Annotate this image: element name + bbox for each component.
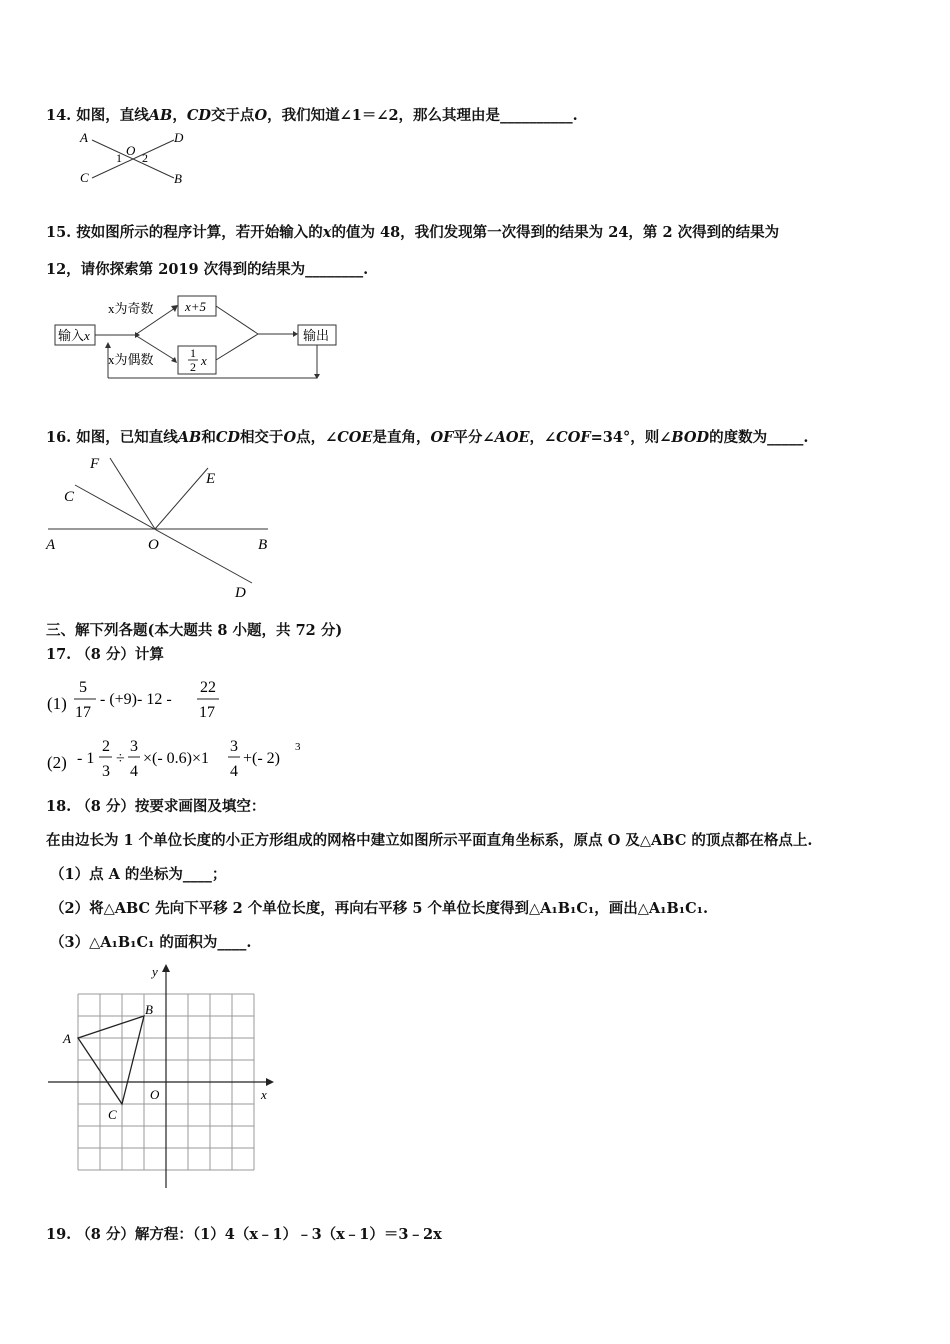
flow-half-x: x: [201, 353, 207, 368]
q15-flowchart: [50, 290, 350, 390]
q16-label-e: E: [206, 471, 216, 487]
q17-p2-exp: 3: [295, 741, 301, 753]
q16-label-f: F: [90, 456, 100, 472]
q14-label-d: D: [174, 130, 184, 145]
q16-label-c: C: [64, 489, 75, 505]
q14-label-a: A: [80, 130, 88, 145]
q16-label-a: A: [46, 537, 56, 553]
flow-output-label: 输出: [303, 328, 330, 343]
flow-even-label: x为偶数: [108, 352, 154, 367]
q18-label-o: O: [150, 1087, 160, 1102]
q16-label-o: O: [148, 537, 159, 553]
q18-subq-1: （1）点 A 的坐标为____；: [50, 866, 227, 883]
q16-figure: [40, 450, 280, 605]
q19-title: 19. （8 分）解方程：（1）4（x﹣1）﹣3（x﹣1）＝3﹣2x: [46, 1226, 442, 1243]
flow-half-den: 2: [190, 360, 196, 374]
q17-title: 17. （8 分）计算: [46, 646, 164, 663]
q17-p2-c: +(- 2): [243, 750, 281, 767]
q17-p2-f1-num: 2: [102, 738, 110, 755]
q17-p2-div: ÷: [116, 750, 125, 767]
q17-p1-f1-num: 5: [79, 679, 87, 696]
section-3-heading: 三、解下列各题(本大题共 8 小题，共 72 分): [46, 622, 343, 639]
q15-line2: 12，请你探索第 2019 次得到的结果为________.: [46, 261, 369, 278]
line-cd-16: [75, 485, 252, 583]
q17-p2-b: ×(- 0.6)×1: [143, 750, 210, 767]
ray-of: [110, 458, 155, 529]
q14-label-c: C: [80, 170, 89, 185]
ray-oe: [155, 468, 208, 529]
q14-text: 14. 如图，直线AB，CD交于点O，我们知道∠1＝∠2，那么其理由是__________.: [46, 107, 578, 124]
q18-subq-3: （3）△A₁B₁C₁ 的面积为____.: [50, 934, 252, 951]
q17-p2-f3-den: 4: [230, 763, 238, 780]
q17-p1-mid: - (+9)- 12 -: [100, 691, 172, 708]
q18-description: 在由边长为 1 个单位长度的小正方形组成的网格中建立如图所示平面直角坐标系，原点 O 及△ABC 的顶点都在格点上.: [46, 832, 813, 849]
q17-p2-f2-den: 4: [130, 763, 138, 780]
q18-label-a: A: [63, 1031, 71, 1046]
q18-title: 18. （8 分）按要求画图及填空：: [46, 798, 266, 815]
q16-label-b: B: [258, 537, 268, 553]
q17-part2: [44, 731, 324, 783]
q18-subq-2: （2）将△ABC 先向下平移 2 个单位长度，再向右平移 5 个单位长度得到△A₁B₁C₁，画出△A₁B₁C₁.: [50, 900, 709, 917]
q18-label-b: B: [145, 1002, 153, 1017]
flow-input-label: 输入x: [58, 328, 90, 343]
q18-label-c: C: [108, 1107, 117, 1122]
q14-angle-1: 1: [116, 151, 122, 165]
q17-part1: [44, 672, 284, 724]
q17-p1-f1-den: 17: [75, 704, 91, 721]
q17-p1-f2-num: 22: [200, 679, 216, 696]
flow-odd-label: x为奇数: [108, 301, 154, 316]
q17-p2-label: (2): [47, 753, 67, 772]
q17-p2-f1-den: 3: [102, 763, 110, 780]
q17-p1-f2-den: 17: [199, 704, 215, 721]
q16-text: 16. 如图，已知直线AB和CD相交于O点，∠COE是直角，OF平分∠AOE，∠COF=34°，则∠BOD的度数为_____.: [46, 429, 809, 446]
q14-angle-2: 2: [142, 151, 148, 165]
q14-figure: [74, 128, 194, 188]
q17-p2-f3-num: 3: [230, 738, 238, 755]
q17-p1-label: (1): [47, 694, 67, 713]
q14-label-o: O: [126, 143, 136, 158]
flow-plus-label: x+5: [185, 299, 207, 314]
q14-label-b: B: [174, 171, 182, 186]
q18-axis-y-label: y: [152, 964, 158, 979]
flow-half-num: 1: [190, 346, 196, 360]
q18-axis-x-label: x: [261, 1087, 267, 1102]
q17-p2-f2-num: 3: [130, 738, 138, 755]
q17-p2-a: - 1: [77, 750, 95, 767]
q18-grid-figure: [44, 960, 284, 1195]
q16-label-d: D: [235, 585, 246, 601]
q15-line1: 15. 按如图所示的程序计算，若开始输入的x的值为 48，我们发现第一次得到的结果为 24，第 2 次得到的结果为: [46, 224, 780, 241]
